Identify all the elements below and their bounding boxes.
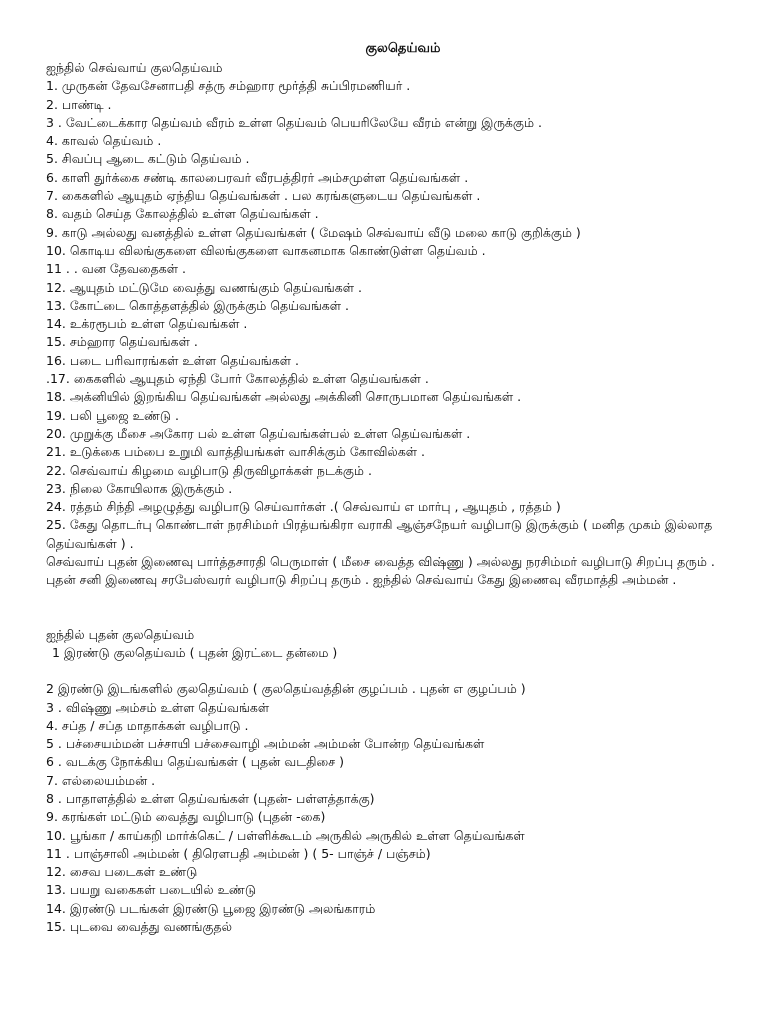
list-item: 1. முருகன் தேவசேனாபதி சத்ரு சம்ஹார மூர்த்தி சுப்பிரமணியர் . — [46, 78, 411, 94]
list-item: 12. சைவ படைகள் உண்டு — [46, 864, 198, 880]
list-item: 10. கொடிய விலங்குகளை விலங்குகளை வாகனமாக கொண்டுள்ள தெய்வம் . — [46, 242, 486, 258]
list-item: 12. ஆயுதம் மட்டுமே வைத்து வணங்கும் தெய்வங்கள் . — [46, 279, 362, 295]
list-item: 23. நிலை கோயிலாக இருக்கும் . — [46, 480, 233, 496]
section-budhan — [46, 626, 740, 937]
list-item: 9. கரங்கள் மட்டும் வைத்து வழிபாடு (புதன் -கை) — [46, 809, 326, 825]
list-item: 18. அக்னியில் இறங்கிய தெய்வங்கள் அல்லது அக்கினி சொருபமான தெய்வங்கள் . — [46, 389, 522, 405]
list-item: 13. கோட்டை கொத்தளத்தில் இருக்கும் தெய்வங்கள் . — [46, 297, 350, 313]
list-item: .17. கைகளில் ஆயுதம் ஏந்தி போர் கோலத்தில் உள்ள தெய்வங்கள் . — [46, 371, 429, 387]
list-item: 5 . பச்சையம்மன் பச்சாயி பச்சைவாழி அம்மன் அம்மன் போன்ற தெய்வங்கள் — [46, 736, 485, 752]
list-item: 14. உக்ரரூபம் உள்ள தெய்வங்கள் . — [46, 316, 248, 332]
list-item: 16. படை பரிவாரங்கள் உள்ள தெய்வங்கள் . — [46, 352, 299, 368]
list-item: 1 இரண்டு குலதெய்வம் ( புதன் இரட்டை தன்மை ) — [52, 644, 338, 660]
list-item: 24. ரத்தம் சிந்தி அழழுத்து வழிபாடு செய்வார்கள் .( செவ்வாய் எ மார்பு , ஆயுதம் , ரத்தம் ) — [46, 499, 561, 515]
list-item: 6. காளி துர்க்கை சண்டி காலபைரவர் வீரபத்திரர் அம்சமுள்ள தெய்வங்கள் . — [46, 169, 469, 185]
list-item: செவ்வாய் புதன் இணைவு பார்த்தசாரதி பெருமாள் ( மீசை வைத்த விஷ்ணு ) அல்லது நரசிம்மர் வழிபாடு சிறப்பு தரும் . — [46, 554, 715, 570]
list-item: 10. பூங்கா / காய்கறி மார்க்கெட் / பள்ளிக்கூடம் அருகில் அருகில் உள்ள தெய்வங்கள் — [46, 827, 525, 843]
list-item: 21. உடுக்கை பம்பை உறுமி வாத்தியங்கள் வாசிக்கும் கோவில்கள் . — [46, 444, 426, 460]
page-title: குலதெய்வம் — [365, 41, 441, 56]
list-item: 11 . . வன தேவதைகள் . — [46, 261, 187, 277]
list-item: 3 . விஷ்ணு அம்சம் உள்ள தெய்வங்கள் — [46, 699, 270, 715]
item-spacer — [46, 662, 740, 680]
list-item: 13. பயறு வகைகள் படையில் உண்டு — [46, 882, 256, 898]
list-item: 2 இரண்டு இடங்களில் குலதெய்வம் ( குலதெய்வத்தின் குழப்பம் . புதன் எ குழப்பம் ) — [46, 681, 526, 697]
list-item: 14. இரண்டு படங்கள் இரண்டு பூஜை இரண்டு அலங்காரம் — [46, 900, 376, 916]
list-item: புதன் சனி இணைவு சரபேஸ்வரர் வழிபாடு சிறப்பு தரும் . ஐந்தில் செவ்வாய் கேது இணைவு வீரமாத்தி அம்மன் . — [46, 572, 677, 588]
list-item: 9. காடு அல்லது வனத்தில் உள்ள தெய்வங்கள் ( மேஷம் செவ்வாய் வீடு மலை காடு குறிக்கும் ) — [46, 224, 581, 240]
section-heading: ஐந்தில் புதன் குலதெய்வம் — [46, 626, 195, 642]
list-item: 22. செவ்வாய் கிழமை வழிபாடு திருவிழாக்கள் நடக்கும் . — [46, 462, 372, 478]
section-heading: ஐந்தில் செவ்வாய் குலதெய்வம் — [46, 60, 223, 75]
section-sevvai — [46, 59, 740, 590]
list-item: 20. முறுக்கு மீசை அகோர பல் உள்ள தெய்வங்கள்பல் உள்ள தெய்வங்கள் . — [46, 425, 471, 441]
list-item: 15. சம்ஹார தெய்வங்கள் . — [46, 334, 198, 350]
list-item: 11 . பாஞ்சாலி அம்மன் ( திரௌபதி அம்மன் ) ( 5- பாஞ்ச் / பஞ்சம்) — [46, 845, 431, 861]
list-item: 4. காவல் தெய்வம் . — [46, 133, 162, 149]
list-item: 5. சிவப்பு ஆடை கட்டும் தெய்வம் . — [46, 151, 250, 167]
list-item: 15. புடவை வைத்து வணங்குதல் — [46, 919, 232, 935]
list-item: 25. கேது தொடர்பு கொண்டாள் நரசிம்மர் பிரத்யங்கிரா வராகி ஆஞ்சநேயர் வழிபாடு இருக்கும் ( மனித முகம் இல்லாத தெய்வங்கள் ) . — [46, 517, 713, 551]
list-item: 6 . வடக்கு நோக்கிய தெய்வங்கள் ( புதன் வடதிசை ) — [46, 754, 345, 770]
list-item: 8 . பாதாளத்தில் உள்ள தெய்வங்கள் (புதன்- பள்ளத்தாக்கு) — [46, 790, 375, 806]
list-item: 2. பாண்டி . — [46, 96, 112, 112]
list-item: 4. சப்த / சப்த மாதாக்கள் வழிபாடு . — [46, 717, 249, 733]
list-item: 7. எல்லையம்மன் . — [46, 772, 156, 788]
list-item: 3 . வேட்டைக்கார தெய்வம் வீரம் உள்ள தெய்வம் பெயரிலேயே வீரம் என்று இருக்கும் . — [46, 114, 542, 130]
section-spacer — [46, 590, 740, 626]
list-item: 19. பலி பூஜை உண்டு . — [46, 407, 180, 423]
list-item: 8. வதம் செய்த கோலத்தில் உள்ள தெய்வங்கள் . — [46, 206, 319, 222]
list-item: 7. கைகளில் ஆயுதம் ஏந்திய தெய்வங்கள் . பல கரங்களுடைய தெய்வங்கள் . — [46, 188, 481, 204]
